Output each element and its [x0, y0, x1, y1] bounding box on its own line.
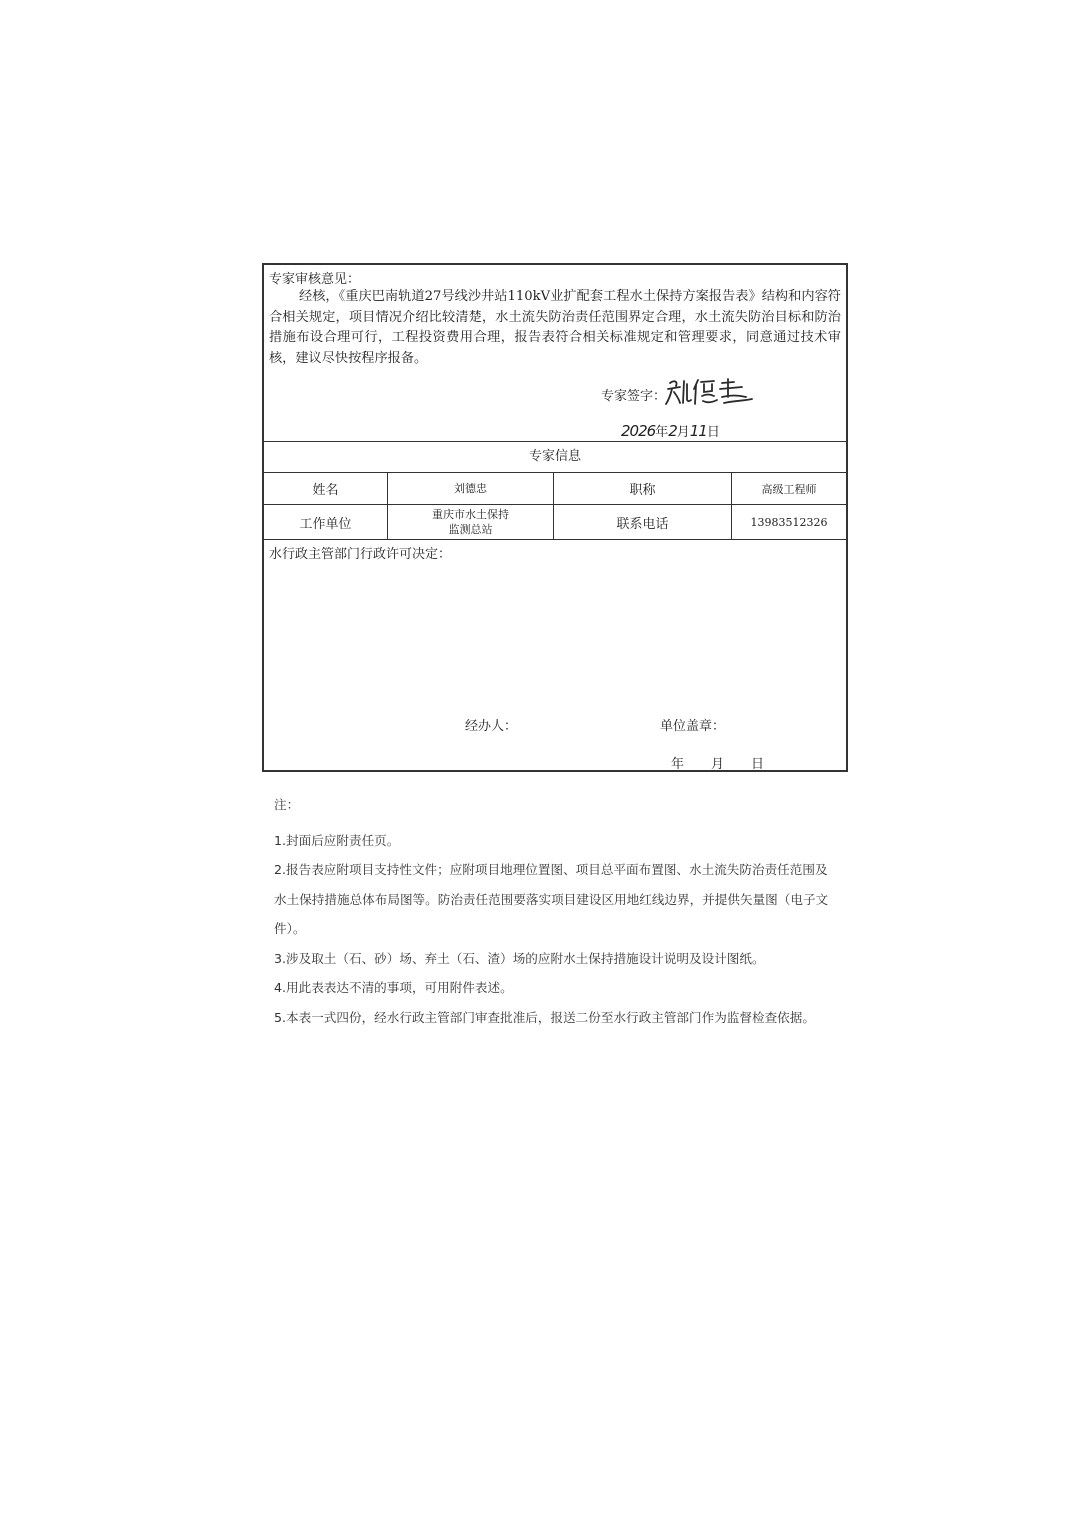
unit-value-line1: 重庆市水土保持	[432, 508, 509, 521]
note-item: 4.用此表表达不清的事项，可用附件表述。	[274, 980, 513, 995]
expert-info-row	[264, 473, 846, 505]
notes-heading: 注：	[274, 797, 300, 812]
phone-value: 13983512326	[750, 515, 828, 529]
month-label: 月	[711, 757, 725, 772]
note-item: 5.本表一式四份，经水行政主管部门审查批准后，报送二份至水行政主管部门作为监督检查依据。	[274, 1009, 815, 1025]
note-item: 1.封面后应附责任页。	[274, 832, 400, 848]
expert-info-title: 专家信息	[264, 441, 846, 473]
unit-label: 工作单位	[264, 505, 388, 539]
seal-label: 单位盖章：	[660, 719, 726, 734]
title-value: 高级工程师	[761, 482, 817, 496]
decision-title: 水行政主管部门行政许可决定：	[269, 547, 452, 562]
day-label: 日	[751, 757, 765, 772]
decision-date	[671, 753, 791, 772]
unit-value	[388, 505, 554, 539]
title-label: 职称	[554, 473, 732, 504]
review-title: 专家审核意见：	[269, 272, 361, 287]
notes-section	[274, 790, 840, 1032]
expert-review-section	[264, 265, 846, 442]
date-year-handwritten: 2026	[621, 422, 656, 440]
note-item: 2.报告表应附项目支持性文件；应附项目地理位置图、项目总平面布置图、水土流失防治责任范围及水土保持措施总体布局图等。防治责任范围要落实项目建设区用地红线边界，并提供矢量图（电子文件）。	[274, 862, 829, 936]
note-item: 3.涉及取土（石、砂）场、弃土（石、渣）场的应附水土保持措施设计说明及设计图纸。	[274, 950, 765, 966]
date-month-label: 月	[676, 425, 690, 440]
date-day-handwritten: 11	[689, 422, 707, 440]
date-day-label: 日	[706, 425, 720, 440]
name-value: 刘德忠	[388, 473, 554, 504]
date-month-handwritten: 2	[668, 422, 677, 440]
signature-label: 专家签字：	[601, 389, 667, 404]
date-year-label: 年	[655, 425, 669, 440]
approval-form	[262, 263, 848, 772]
expert-signature	[662, 375, 754, 409]
permit-decision-section	[264, 540, 846, 770]
name-label: 姓名	[264, 473, 388, 504]
year-label: 年	[671, 757, 685, 772]
expert-info-row	[264, 505, 846, 540]
phone-label: 联系电话	[554, 505, 732, 539]
unit-value-line2: 监测总站	[448, 523, 493, 536]
handler-label: 经办人：	[465, 719, 518, 734]
review-body: 经核，《重庆巴南轨道27号线沙井站110kV业扩配套工程水土保持方案报告表》结构和内容符合相关规定，项目情况介绍比较清楚，水土流失防治责任范围界定合理，水土流失防治目标和防治措施布设合理可行，工程投资费用合理，报告表符合相关标准规定和管理要求，同意通过技术审核，建议尽快按程序报备。	[269, 289, 841, 366]
review-date	[621, 421, 720, 440]
